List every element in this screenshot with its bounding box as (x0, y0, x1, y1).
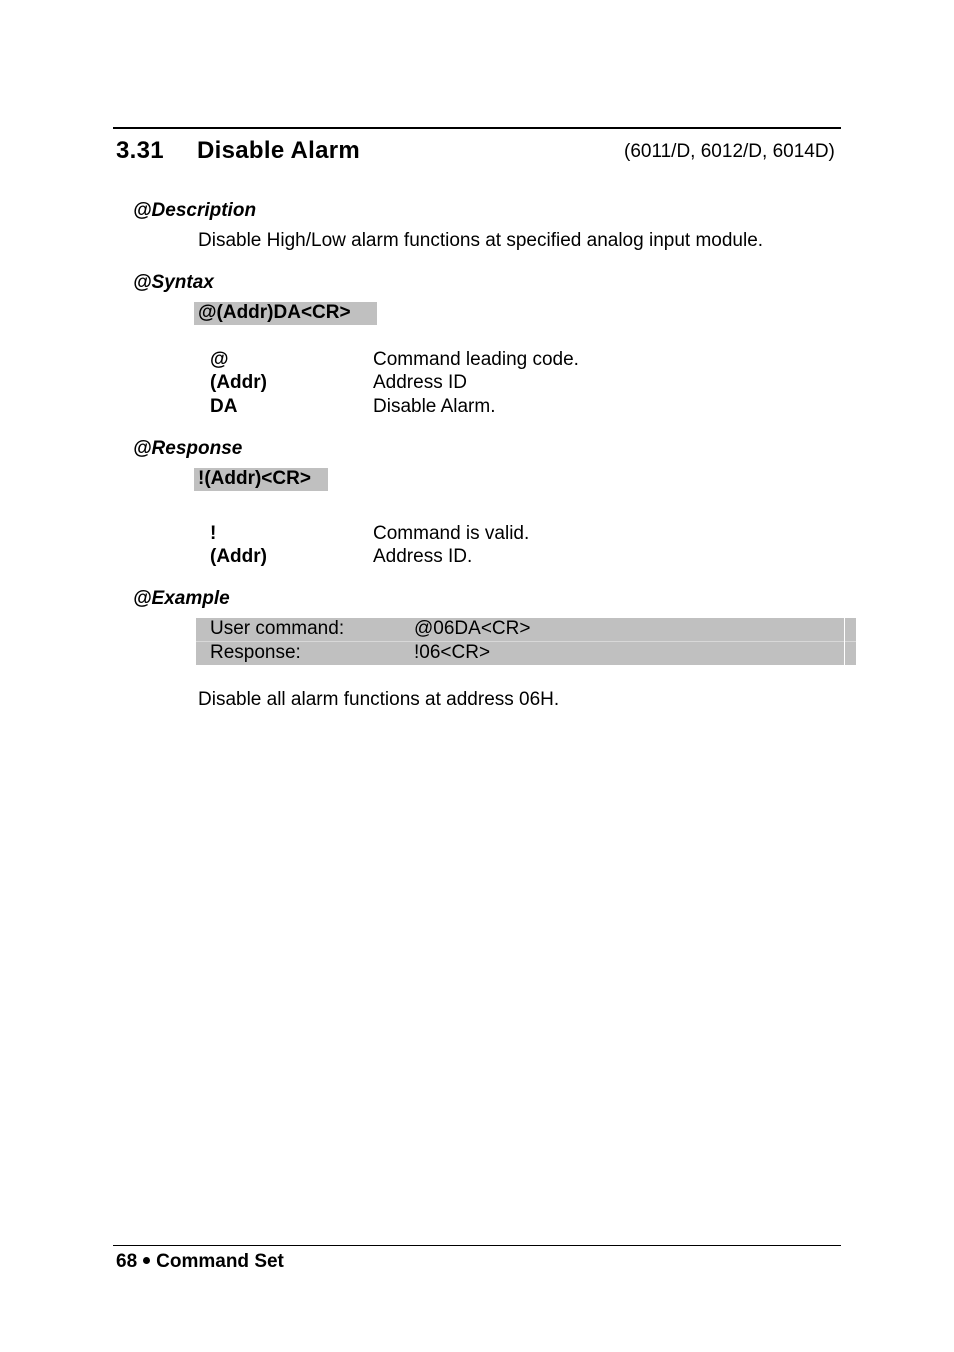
response-heading: @Response (133, 438, 243, 459)
header-rule (113, 127, 841, 129)
example-row-value: !06<CR> (414, 642, 491, 663)
syntax-command: @(Addr)DA<CR> (194, 302, 377, 325)
syntax-param-term: @ (210, 349, 229, 370)
response-param-desc: Command is valid. (373, 523, 530, 544)
syntax-heading: @Syntax (133, 272, 214, 293)
page-number: 68 (116, 1251, 138, 1272)
section-title: Disable Alarm (197, 137, 361, 164)
example-row-value: @06DA<CR> (414, 618, 531, 639)
description-heading: @Description (133, 200, 257, 221)
syntax-param-term: (Addr) (210, 372, 267, 393)
syntax-param-term: DA (210, 396, 238, 417)
example-row (196, 618, 856, 641)
syntax-param-desc: Address ID (373, 372, 467, 393)
example-heading: @Example (133, 588, 230, 609)
description-text: Disable High/Low alarm functions at specified analog input module. (198, 230, 764, 251)
syntax-param-desc: Command leading code. (373, 349, 579, 370)
response-command: !(Addr)<CR> (194, 468, 328, 491)
applicable-models: (6011/D, 6012/D, 6014D) (624, 141, 835, 162)
response-param-term: (Addr) (210, 546, 267, 567)
chapter-name: Command Set (156, 1251, 284, 1272)
example-row-label: Response: (210, 642, 301, 663)
syntax-param-desc: Disable Alarm. (373, 396, 496, 417)
page-footer (116, 1251, 284, 1273)
section-number: 3.31 (116, 137, 164, 164)
example-row-label: User command: (210, 618, 345, 639)
example-row (196, 642, 856, 665)
example-table (196, 618, 856, 665)
bullet-icon (143, 1257, 150, 1264)
example-note: Disable all alarm functions at address 06H. (198, 689, 560, 710)
response-param-desc: Address ID. (373, 546, 473, 567)
footer-rule (113, 1245, 841, 1246)
response-param-term: ! (210, 523, 217, 544)
